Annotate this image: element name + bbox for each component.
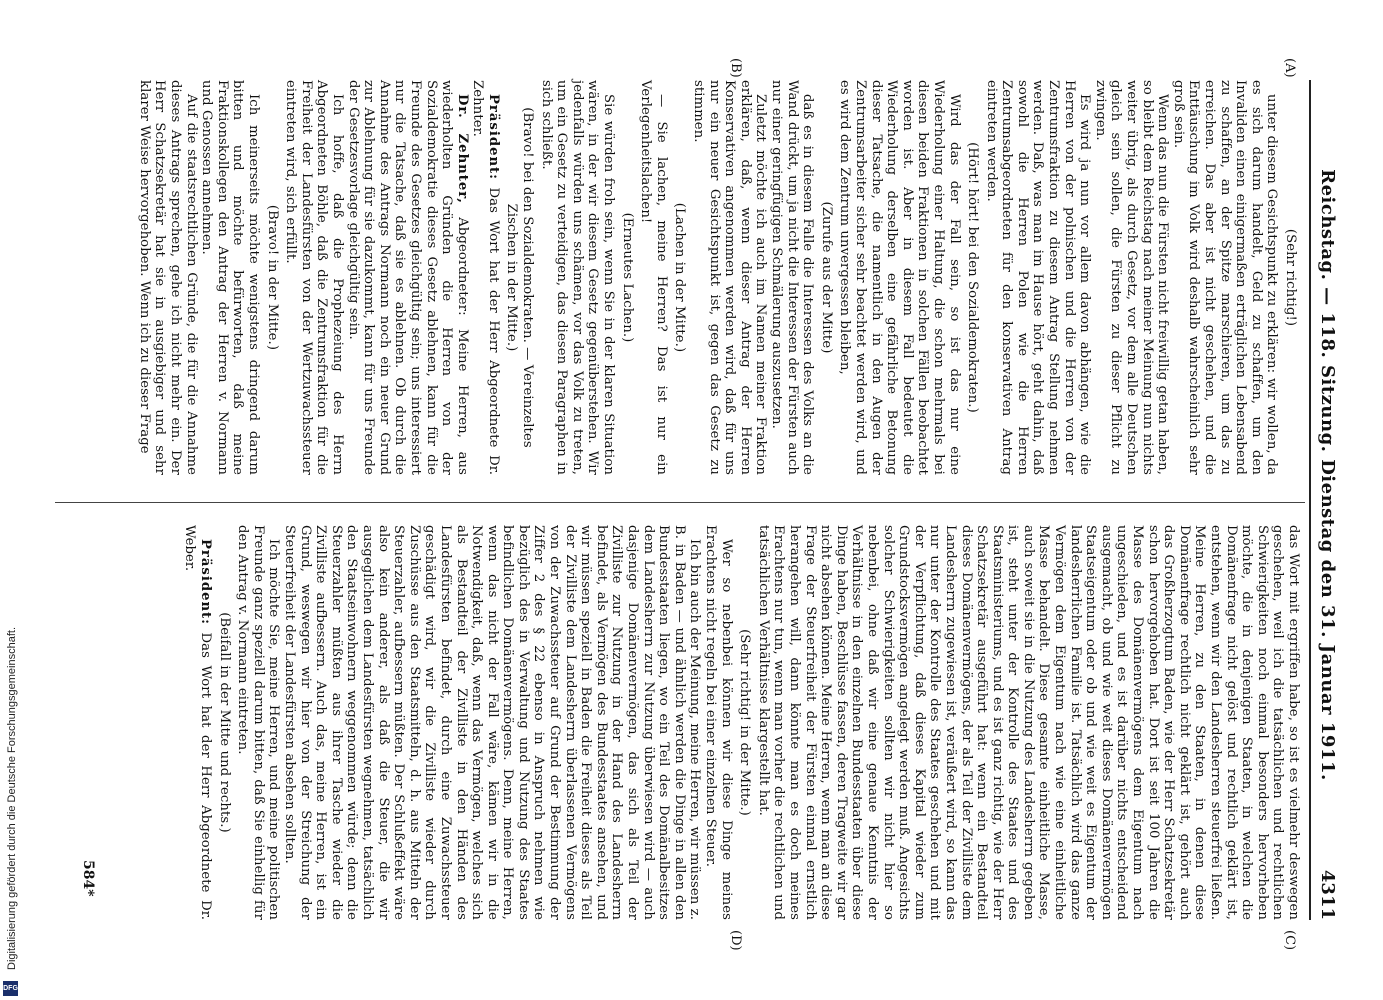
speaker-name: Präsident: — [198, 539, 214, 626]
body-paragraph: das Wort mit ergriffen habe, so ist es vielmehr deswegen geschehen, weil ich die tatsächlichen und rechtlichen Schwierigkeiten noch einmal besonders hervorheben möchte, die in denjenigen Staaten, in welchen die Domänenfrage nicht gelöst und rechtlich geklärt ist, entstehen, wenn wir den Landesherren steuerfrei ließen. Meine Herren, zu den Staaten, in denen diese Domänenfrage rechtlich nicht geklärt ist, gehört auch das Großherzogtum Baden, wie der Herr Schatzsekretär schon hervorgehoben hat. Dort ist seit 100 Jahren die Masse des Domänenvermögens dem Eigentum nach ungeschieden, und es ist darüber nichts entscheidend ausgemacht, ob und wie weit dieses Domänenvermögen Staatseigentum oder ob und wie weit es Eigentum der landesherrlichen Familie ist. Tatsächlich wird das ganze Vermögen dem Eigentum nach wie eine einheitliche Masse behandelt. Diese gesamte einheitliche Masse, auch soweit sie in die Nutzung des Landesherrn gegeben ist, steht unter der Kontrolle des Staates und des Staatsministeriums, und es ist ganz richtig, wie der Herr Schatzsekretär ausgeführt hat: wenn ein Bestandteil dieses Domänenvermögens, der als Teil der Zivilliste dem Landesherrn zugewiesen ist, veräußert wird, so kann das nur unter der Kontrolle des Staates geschehen und mit der Verpflichtung, daß dieses Kapital wieder zum Grundstocksvermögen angelegt werden muß. Angesichts solcher Schwierigkeiten sollten wir nicht hier so nebenbei, ohne daß wir eine genaue Kenntnis der Verhältnisse in den einzelnen Bundesstaaten über diese Dinge haben, Beschlüsse fassen, deren Tragweite wir gar nicht absehen können. Meine Herren, wenn man an diese Frage der Steuerfreiheit der Fürsten einmal ernstlich herangehen will, dann könnte man es doch meines Erachtens nur tun, wenn man vorher die rechtlichen und tatsächlichen Verhältnisse klargestellt hat. — [755, 525, 1301, 920]
speaker-paragraph — [345, 80, 470, 475]
page-number: 4311 — [1317, 869, 1339, 920]
column-divider — [55, 502, 1305, 503]
body-paragraph: Ich möchte Sie, meine Herren, und meine politischen Freunde ganz speziell darum bitten, daß Sie einhellig für den Antrag v. Normann eintreten. — [235, 525, 282, 920]
running-head: Reichstag. — 118. Sitzung. Dienstag den 31. Januar 1911. — [1317, 169, 1339, 781]
page-header — [1313, 80, 1343, 920]
body-paragraph: Wenn das nun die Fürsten nicht freiwillig getan haben, so bleibt dem Reichstag nach meiner Meinung nun nichts weiter übrig, als durch Gesetz, vor dem alle Deutschen gleich sein sollen, die Fürsten zu dieser Pflicht zu zwingen. — [1092, 80, 1171, 475]
speaker-text: Abgeordneter: Meine Herren, aus wiederholten Gründen die Herren von der Sozialdemokratie dieses Gesetz ablehnen, kann für die Freunde des Gesetzes gleichgültig sein; uns interessiert nur die Tatsache, daß sie es ablehnen. Ob durch die Annahme des Antrags Normann noch ein neuer Grund zur Ablehnung für sie dazukommt, kann für uns Freunde der Gesetzesvorlage gleichgültig sein. — [345, 80, 470, 475]
interjection: (Hört! hört! bei den Sozialdemokraten.) — [965, 142, 981, 413]
body-paragraph: daß es in diesem Falle die Interessen des Volks an die Wand drückt, um ja nicht die Interessen der Fürsten auch nur einer geringfügigen Schmälerung auszusetzen. — [769, 80, 816, 475]
interjection: (Bravo! in der Mitte.) — [264, 204, 280, 351]
body-paragraph: Auf die staatsrechtlichen Gründe, die für die Annahme dieses Antrags sprechen, gehe ich nicht mehr ein. Der Herr Schatzsekretär hat sie in ausgiebiger und sehr klarer Weise hervorgehoben. Wenn ich zu dieser Frage — [136, 80, 199, 475]
margin-letter-b: (B) — [728, 58, 743, 78]
speaker-name: Dr. Zehnter, — [454, 94, 470, 204]
interjection: (Lachen in der Mitte.) — [672, 202, 688, 353]
speaker-paragraph — [470, 80, 501, 475]
body-paragraph: unter diesem Gesichtspunkt zu erklären: wir wollen, da es sich darum handelt, Geld zu schaffen, um den Invaliden einen einigermaßen erträglichen Lebensabend zu schaffen, an der Spitze marschieren, um das zu erreichen. Das aber ist nicht geschehen, und die Enttäuschung im Volk wird deshalb wahrscheinlich sehr groß sein. — [1170, 80, 1280, 475]
interjection: (Bravo! bei den Sozialdemokraten. — Vereinzeltes Zischen in der Mitte.) — [504, 107, 536, 448]
right-column — [182, 525, 1301, 920]
interjection: (Zurufe aus der Mitte) — [818, 201, 834, 354]
attribution-strip — [0, 0, 22, 1000]
header-rule — [1309, 80, 1311, 920]
body-paragraph: Sie würden froh sein, wenn Sie in der klaren Situation wären, in der wir diesem Gesetz gegenüberstehen. Wir jedenfalls würden uns schämen, vor das Volk zu treten, um ein Gesetz zu verteidigen, das diesen Paragraphen in sich schließt. — [538, 80, 617, 475]
body-paragraph: Ich bin auch der Meinung, meine Herren, wir müssen z. B. in Baden — und ähnlich werden die Dinge in allen den Bundesstaaten liegen, wo ein Teil des Domänalbesitzes dem Landesherrn zur Nutzung überwiesen wird — auch dasjenige Domänenvermögen, das sich als Teil der Zivilliste zur Nutzung in der Hand des Landesherrn befindet, als Vermögen des Bundesstaates ansehen, und wir müssen speziell in Baden die Freiheit dieses als Teil der Zivilliste dem Landesherrn überlassenen Vermögens von der Zuwachssteuer auf Grund der Bestimmung der Ziffer 2 des § 22 ebenso in Anspruch nehmen wie bezüglich des in Verwaltung und Nutzung des Staates befindlichen Domänenvermögens. Denn, meine Herren, wenn das nicht der Fall wäre, kämen wir in die Notwendigkeit, daß, wenn das Vermögen, welches sich als Bestandteil der Zivilliste in den Händen des Landesfürsten befindet, durch eine Zuwachssteuer geschädigt wird, wir die Zivilliste wieder durch Zuschüsse aus den Staatsmitteln, d. h. aus Mitteln der Steuerzahler, aufbessern müßten. Der Schlußeffekt wäre also kein anderer, als daß die Steuer, die wir ausgeglichen dem Landesfürsten wegnehmen, tatsächlich den Staatseinwohnern weggenommen würde; denn die Steuerzahler müßten aus ihrer Tasche wieder die Zivilliste aufbessern. Auch das, meine Herren, ist ein Grund, weswegen wir hier von der Streichung der Steuerfreiheit der Landesfürsten absehen sollten. — [282, 525, 703, 920]
body-paragraph: Ich meinerseits möchte wenigstens dringend darum bitten und möchte befürworten, daß meine Fraktionskollegen den Antrag der Herren v. Normann und Genossen annehmen. — [199, 80, 261, 475]
interjection: (Sehr richtig! in der Mitte.) — [737, 629, 753, 816]
interjection: (Sehr richtig!) — [1283, 228, 1298, 327]
dfg-logo: DFG — [3, 981, 18, 996]
speaker-paragraph — [182, 525, 213, 920]
attribution-text: Digitalisierung gefördert durch die Deutsche Forschungsgemeinschaft. — [6, 626, 18, 970]
speaker-text: Das Wort hat der Herr Abgeordnete Dr. Zehnter. — [470, 80, 501, 475]
body-paragraph: Es wird ja nun vor allem davon abhängen, wie die Herren von der polnischen und die Herren von der Zentrumsfraktion zu diesem Antrag Stellung nehmen werden. Daß, was man im Hause hört, geht dahin, daß sowohl die Herren Polen wie die Herren Zentrumsabgeordneten für den konservativen Antrag eintreten werden. — [983, 80, 1093, 475]
margin-letter-c: (C) — [1282, 930, 1297, 951]
speaker-name: Präsident: — [485, 94, 501, 181]
speaker-text: Das Wort hat der Herr Abgeordnete Dr. Weber. — [182, 525, 214, 920]
body-paragraph: Wird das der Fall sein, so ist das nur eine Wiederholung einer Haltung, die schon mehrmals bei diesen beiden Fraktionen in solchen Fällen beobachtet worden ist. Aber in diesem Fall bedeutet die Wiederholung derselben eine gefährliche Betonung dieser Tatsache, die namentlich in den Augen der Zentrumsarbeiter sicher sehr beachtet werden wird, und es wird dem Zentrum unvergessen bleiben, — [837, 80, 962, 475]
margin-letter-a: (A) — [1282, 58, 1297, 78]
body-paragraph: — Sie lachen, meine Herren? Das ist nur ein Verlegenheitslachen! — [638, 80, 669, 475]
margin-letter-d: (D) — [728, 930, 743, 951]
body-paragraph: Zuletzt möchte ich auch im Namen meiner Fraktion erklären, daß, wenn dieser Antrag der Herren Konservativen angenommen werden wird, daß für uns nur ein neuer Gesichtspunkt ist, gegen das Gesetz zu stimmen. — [691, 80, 769, 475]
body-paragraph: Wer so nebenbei können wir diese Dinge meines Erachtens nicht regeln bei einer einzelnen Steuer. — [703, 525, 734, 920]
interjection: (Beifall in der Mitte und rechts.) — [216, 612, 232, 833]
body-paragraph: Ich hoffe, daß die Prophezeiung des Herrn Abgeordneten Böhle, daß die Zentrumsfraktion für die Freiheit der Landesfürsten von der Wertzuwachssteuer eintreten wird, sich erfüllt. — [283, 80, 345, 475]
interjection: (Erneutes Lachen.) — [619, 212, 635, 343]
left-column — [136, 80, 1301, 475]
signature-mark: 584* — [80, 860, 96, 897]
